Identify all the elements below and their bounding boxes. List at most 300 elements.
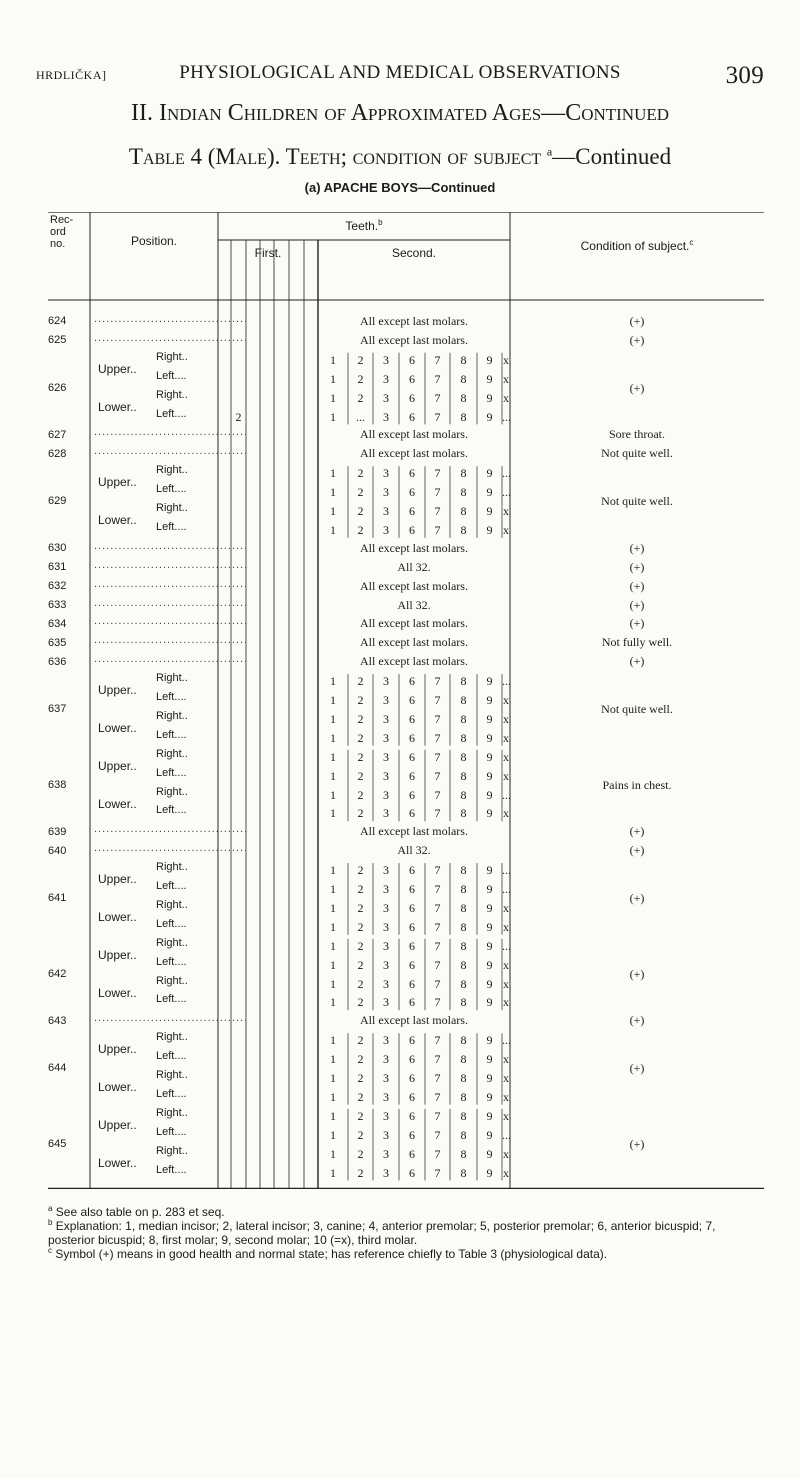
tooth-value: 3: [383, 1146, 389, 1161]
left-label: Left....: [156, 917, 187, 930]
tooth-value: 7: [434, 1033, 441, 1048]
tooth-value: 2: [357, 522, 364, 537]
left-label: Left....: [156, 691, 187, 703]
tooth-value: 1: [330, 1071, 336, 1085]
record-number: 624: [48, 315, 67, 328]
footnote-text: See also table on p. 283 et seq.: [52, 1205, 225, 1220]
tooth-value: 2: [357, 749, 364, 764]
tooth-value: 1: [330, 1108, 336, 1123]
right-label: Right..: [156, 1106, 188, 1119]
tooth-value: 3: [383, 863, 389, 878]
tooth-value: 6: [409, 995, 415, 1010]
tooth-value: 2: [357, 693, 364, 707]
tooth-value: 9: [486, 768, 493, 783]
tooth-value: 9: [486, 1108, 493, 1123]
tooth-value: 2: [357, 352, 364, 367]
upper-label: Upper..: [98, 475, 137, 490]
tooth-value: 2: [357, 674, 364, 689]
tooth-value: 7: [434, 1108, 441, 1123]
tooth-value: x: [503, 390, 509, 405]
tooth-value: 6: [409, 485, 415, 500]
teeth-summary: All except last molars.: [360, 332, 468, 347]
left-label: Left....: [156, 955, 187, 968]
condition-text: (+): [629, 597, 645, 612]
tooth-value: 3: [383, 352, 389, 367]
tooth-value: 3: [383, 466, 389, 481]
condition-text: Not quite well.: [601, 494, 673, 508]
tooth-value: 6: [409, 900, 415, 915]
tooth-value: 2: [357, 1071, 364, 1085]
tooth-value: 1: [330, 957, 336, 972]
left-label: Left....: [156, 880, 187, 892]
right-label: Right..: [156, 1031, 188, 1044]
tooth-value: 8: [460, 1052, 467, 1067]
tooth-value: 8: [460, 976, 467, 991]
page-number: 309: [725, 62, 764, 89]
tooth-value: 3: [383, 806, 389, 821]
rec-header: Rec- ord no.: [50, 214, 74, 250]
tooth-value: 6: [409, 919, 415, 934]
tooth-value: 1: [330, 787, 336, 802]
tooth-value: 9: [486, 995, 493, 1010]
condition-header-sup: c: [689, 238, 694, 247]
record-number: 638: [48, 778, 67, 791]
condition-text: (+): [629, 1013, 645, 1028]
position-leader: ......................................: [94, 426, 249, 439]
tooth-value: 6: [409, 674, 415, 689]
tooth-value: 3: [383, 390, 389, 405]
tooth-value: 6: [409, 787, 415, 802]
right-label: Right..: [156, 974, 188, 987]
header-title: PHYSIOLOGICAL AND MEDICAL OBSERVATIONS: [179, 62, 621, 83]
tooth-value: 2: [357, 711, 364, 726]
tooth-value: x: [503, 957, 509, 972]
tooth-value: 1: [330, 371, 336, 386]
tooth-value: ...: [502, 485, 511, 500]
tooth-value: 7: [434, 693, 441, 707]
tooth-value: 7: [434, 806, 441, 821]
left-label: Left....: [156, 766, 187, 779]
tooth-value: 9: [486, 1052, 493, 1067]
right-label: Right..: [156, 936, 188, 949]
teeth-summary: All except last molars.: [360, 540, 468, 555]
lower-label: Lower..: [98, 513, 137, 527]
tooth-value: 1: [330, 409, 336, 424]
second-header: Second.: [391, 246, 437, 260]
tooth-value: 3: [383, 371, 389, 386]
tooth-value: ...: [502, 409, 511, 424]
table-title-tail: —Continued: [552, 144, 672, 169]
tooth-value: x: [503, 749, 509, 764]
condition-text: (+): [629, 578, 645, 593]
tooth-value: x: [503, 522, 509, 537]
tooth-value: 7: [434, 882, 441, 896]
position-leader: ......................................: [94, 445, 249, 458]
tooth-value: 7: [434, 485, 441, 500]
tooth-value: 7: [434, 938, 441, 953]
footnote-text: Symbol (+) means in good health and normal state; has reference chiefly to Table 3 (physiological data).: [52, 1247, 608, 1262]
tooth-value: 9: [486, 409, 493, 424]
upper-label: Upper..: [98, 872, 137, 887]
left-label: Left....: [156, 993, 187, 1006]
tooth-value: 9: [486, 1071, 493, 1085]
condition-text: Not quite well.: [601, 446, 673, 461]
footnote-mark: c: [48, 1246, 52, 1256]
right-label: Right..: [156, 464, 188, 477]
condition-text: (+): [629, 616, 645, 631]
tooth-value: x: [503, 919, 509, 934]
tooth-value: 1: [330, 730, 336, 745]
tooth-value: x: [503, 1089, 509, 1104]
first-tooth-value: 2: [235, 409, 242, 424]
tooth-value: x: [503, 352, 509, 367]
tooth-value: x: [503, 693, 509, 707]
tooth-value: 1: [330, 466, 336, 481]
tooth-value: 9: [486, 900, 493, 915]
tooth-value: x: [503, 900, 509, 915]
tooth-value: 9: [486, 504, 493, 518]
right-label: Right..: [156, 898, 188, 911]
tooth-value: 6: [409, 711, 415, 726]
tooth-value: x: [503, 806, 509, 821]
tooth-value: 8: [460, 1089, 467, 1104]
header-author: HRDLIČKA]: [36, 68, 107, 82]
tooth-value: 2: [357, 466, 364, 481]
tooth-value: 7: [434, 900, 441, 915]
tooth-value: 9: [486, 806, 493, 821]
teeth-summary: All except last molars.: [360, 314, 468, 328]
condition-text: (+): [629, 824, 645, 839]
tooth-value: 8: [460, 730, 467, 745]
tooth-value: 9: [486, 919, 493, 934]
tooth-value: x: [503, 730, 509, 745]
tooth-value: 9: [486, 1165, 493, 1180]
tooth-value: 7: [434, 730, 441, 745]
tooth-value: ...: [502, 1127, 511, 1142]
footnote-text: Explanation: 1, median incisor; 2, lateral incisor; 3, canine; 4, anterior premolar; 5, posterior premolar; 6, anterior bicuspid; 7, posterior bicuspid; 8, first molar; 9, second molar; 10 (=x), third molar.: [48, 1219, 716, 1248]
right-label: Right..: [156, 747, 188, 760]
teeth-summary: All 32.: [397, 843, 431, 858]
tooth-value: x: [503, 504, 509, 518]
right-label: Right..: [156, 350, 188, 363]
tooth-value: 6: [409, 957, 415, 972]
right-label: Right..: [156, 502, 188, 514]
tooth-value: 7: [434, 466, 441, 481]
tooth-value: x: [503, 768, 509, 783]
tooth-value: 1: [330, 485, 336, 500]
condition-text: (+): [629, 654, 645, 669]
tooth-value: 3: [383, 504, 389, 518]
left-label: Left....: [156, 1125, 187, 1138]
tooth-value: 9: [486, 485, 493, 500]
record-number: 644: [48, 1062, 67, 1074]
tooth-value: 1: [330, 900, 336, 915]
tooth-value: 1: [330, 882, 336, 896]
tooth-value: ...: [356, 409, 365, 424]
tooth-value: 3: [383, 995, 389, 1010]
tooth-value: 3: [383, 711, 389, 726]
tooth-value: 1: [330, 693, 336, 707]
record-number: 642: [48, 967, 67, 980]
right-label: Right..: [156, 861, 188, 874]
teeth-header-text: Teeth.: [345, 219, 379, 233]
tooth-value: 1: [330, 352, 336, 367]
tooth-value: 3: [383, 938, 389, 953]
tooth-value: 1: [330, 1146, 336, 1161]
tooth-value: 9: [486, 787, 493, 802]
tooth-value: 7: [434, 371, 441, 386]
tooth-value: 6: [409, 976, 415, 991]
table-subtitle: [0, 180, 800, 196]
tooth-value: 3: [383, 768, 389, 783]
condition-text: (+): [629, 890, 645, 905]
tooth-value: 6: [409, 504, 415, 518]
tooth-value: 8: [460, 409, 467, 424]
right-label: Right..: [156, 1144, 188, 1157]
condition-header-text: Condition of subject.: [580, 239, 690, 253]
position-leader: ......................................: [94, 823, 249, 836]
tooth-value: 7: [434, 919, 441, 934]
tooth-value: ...: [502, 938, 511, 953]
tooth-value: 7: [434, 1127, 441, 1142]
tooth-value: 9: [486, 1127, 493, 1142]
position-header: Position.: [130, 234, 178, 248]
tooth-value: 2: [357, 806, 364, 821]
condition-text: (+): [629, 1061, 645, 1075]
condition-text: Not quite well.: [601, 701, 673, 716]
tooth-value: 2: [357, 957, 364, 972]
left-label: Left....: [156, 520, 187, 533]
tooth-value: 9: [486, 522, 493, 537]
record-number: 639: [48, 825, 67, 838]
tooth-value: 8: [460, 863, 467, 878]
left-label: Left....: [156, 728, 187, 741]
tooth-value: 8: [460, 1033, 467, 1048]
tooth-value: 2: [357, 730, 364, 745]
tooth-value: 6: [409, 1052, 415, 1067]
tooth-value: ...: [502, 787, 511, 802]
tooth-value: 3: [383, 1071, 389, 1085]
tooth-value: 7: [434, 787, 441, 802]
tooth-value: 6: [409, 768, 415, 783]
tooth-value: 3: [383, 1033, 389, 1048]
tooth-value: 9: [486, 390, 493, 405]
tooth-value: 2: [357, 371, 364, 386]
tooth-value: 3: [383, 1165, 389, 1180]
upper-label: Upper..: [98, 361, 137, 376]
tooth-value: x: [503, 1146, 509, 1161]
tooth-value: 1: [330, 806, 336, 821]
tooth-value: 7: [434, 1071, 441, 1085]
teeth-summary: All except last molars.: [360, 635, 468, 650]
upper-label: Upper..: [98, 947, 137, 962]
tooth-value: 3: [383, 749, 389, 764]
tooth-value: 7: [434, 1146, 441, 1161]
teeth-summary: All except last molars.: [360, 654, 468, 669]
tooth-value: 1: [330, 1033, 336, 1048]
tooth-value: 1: [330, 390, 336, 405]
tooth-value: 7: [434, 390, 441, 405]
tooth-value: 2: [357, 976, 364, 991]
position-leader: ......................................: [94, 558, 249, 571]
tooth-value: 8: [460, 749, 467, 764]
tooth-value: 7: [434, 1165, 441, 1180]
tooth-value: 2: [357, 1108, 364, 1123]
tooth-value: 9: [486, 749, 493, 764]
record-number: 634: [48, 617, 67, 630]
tooth-value: ...: [502, 882, 511, 896]
left-label: Left....: [156, 483, 187, 496]
tooth-value: 1: [330, 1165, 336, 1180]
record-number: 635: [48, 636, 67, 649]
tooth-value: 8: [460, 504, 467, 518]
record-number: 645: [48, 1137, 67, 1150]
tooth-value: 9: [486, 863, 493, 878]
tooth-value: 2: [357, 1146, 364, 1161]
tooth-value: 8: [460, 1127, 467, 1142]
tooth-value: x: [503, 1071, 509, 1085]
condition-text: (+): [629, 843, 645, 858]
position-leader: ......................................: [94, 577, 249, 590]
lower-label: Lower..: [98, 909, 137, 924]
record-number: 637: [48, 702, 67, 715]
tooth-value: 6: [409, 1165, 415, 1180]
tooth-value: x: [503, 1165, 509, 1180]
tooth-value: 1: [330, 1127, 336, 1142]
tooth-value: 1: [330, 1052, 336, 1067]
tooth-value: 1: [330, 938, 336, 953]
tooth-value: 6: [409, 1127, 415, 1142]
tooth-value: 8: [460, 1146, 467, 1161]
condition-text: (+): [629, 966, 645, 981]
tooth-value: 2: [357, 504, 364, 518]
tooth-value: 6: [409, 1108, 415, 1123]
tooth-value: 7: [434, 976, 441, 991]
position-leader: ......................................: [94, 615, 249, 628]
footnote: [48, 1216, 764, 1247]
tooth-value: 6: [409, 938, 415, 953]
tooth-value: 2: [357, 919, 364, 934]
position-leader: ......................................: [94, 653, 249, 666]
tooth-value: 7: [434, 957, 441, 972]
table-title-text: Table 4 (Male). Teeth; condition of subject: [128, 144, 547, 169]
tooth-value: 9: [486, 693, 493, 707]
record-number: 643: [48, 1014, 67, 1027]
tooth-value: 6: [409, 466, 415, 481]
position-leader: ......................................: [94, 313, 249, 325]
left-label: Left....: [156, 369, 187, 382]
left-label: Left....: [156, 804, 187, 817]
tooth-value: 8: [460, 900, 467, 915]
left-label: Left....: [156, 1087, 187, 1100]
tooth-value: 8: [460, 995, 467, 1010]
condition-text: (+): [629, 332, 645, 347]
tooth-value: 7: [434, 863, 441, 878]
lower-label: Lower..: [98, 1155, 137, 1170]
tooth-value: x: [503, 371, 509, 386]
tooth-value: 1: [330, 711, 336, 726]
tooth-value: 3: [383, 730, 389, 745]
tooth-value: 3: [383, 674, 389, 689]
tooth-value: 6: [409, 371, 415, 386]
section-title: II. Indian Children of Approximated Ages—Continued: [130, 100, 670, 126]
left-label: Left....: [156, 1050, 187, 1063]
tooth-value: 6: [409, 693, 415, 707]
lower-label: Lower..: [98, 720, 137, 735]
tooth-value: 8: [460, 919, 467, 934]
tooth-value: 9: [486, 674, 493, 689]
lower-label: Lower..: [98, 796, 137, 811]
tooth-value: 6: [409, 863, 415, 878]
tooth-value: 8: [460, 938, 467, 953]
table-title: [0, 144, 800, 170]
tooth-value: 1: [330, 749, 336, 764]
tooth-value: 6: [409, 1146, 415, 1161]
right-label: Right..: [156, 672, 188, 685]
condition-text: Not fully well.: [601, 635, 673, 650]
tooth-value: 3: [383, 1127, 389, 1142]
tooth-value: 9: [486, 1089, 493, 1104]
teeth-summary: All except last molars.: [360, 824, 468, 839]
tooth-value: 8: [460, 806, 467, 821]
position-leader: ......................................: [94, 539, 249, 552]
condition-text: (+): [629, 1136, 645, 1151]
right-label: Right..: [156, 709, 188, 722]
record-number: 627: [48, 428, 67, 441]
tooth-value: 6: [409, 352, 415, 367]
tooth-value: 7: [434, 768, 441, 783]
tooth-value: 2: [357, 1089, 364, 1104]
tooth-value: 9: [486, 466, 493, 481]
tooth-value: 9: [486, 938, 493, 953]
condition-header: [510, 238, 764, 253]
tooth-value: 8: [460, 693, 467, 707]
right-label: Right..: [156, 1069, 188, 1081]
record-number: 641: [48, 891, 67, 904]
tooth-value: 8: [460, 957, 467, 972]
teeth-summary: All except last molars.: [360, 1013, 468, 1028]
tooth-value: 8: [460, 352, 467, 367]
running-header: [36, 62, 764, 92]
tooth-value: 8: [460, 371, 467, 386]
record-number: 636: [48, 655, 67, 668]
condition-text: (+): [629, 559, 645, 574]
tooth-value: 9: [486, 371, 493, 386]
tooth-value: 9: [486, 711, 493, 726]
lower-label: Lower..: [98, 399, 137, 414]
tooth-value: 3: [383, 957, 389, 972]
lower-label: Lower..: [98, 985, 137, 1000]
tooth-value: 8: [460, 390, 467, 405]
tooth-value: 8: [460, 1071, 467, 1085]
tooth-value: x: [503, 995, 509, 1010]
tooth-value: 7: [434, 1089, 441, 1104]
tooth-value: 9: [486, 976, 493, 991]
record-number: 632: [48, 580, 67, 593]
position-leader: ......................................: [94, 634, 249, 647]
tooth-value: x: [503, 1052, 509, 1067]
teeth-header-sup: b: [378, 218, 383, 227]
teeth-summary: All except last molars.: [360, 616, 468, 631]
footnote-mark: b: [48, 1218, 53, 1228]
upper-label: Upper..: [98, 1042, 137, 1057]
footnote-mark: a: [48, 1204, 53, 1214]
tooth-value: 6: [409, 749, 415, 764]
condition-text: (+): [629, 314, 645, 328]
condition-text: Pains in chest.: [602, 777, 672, 792]
tooth-value: 6: [409, 1071, 415, 1085]
record-number: 626: [48, 381, 67, 394]
